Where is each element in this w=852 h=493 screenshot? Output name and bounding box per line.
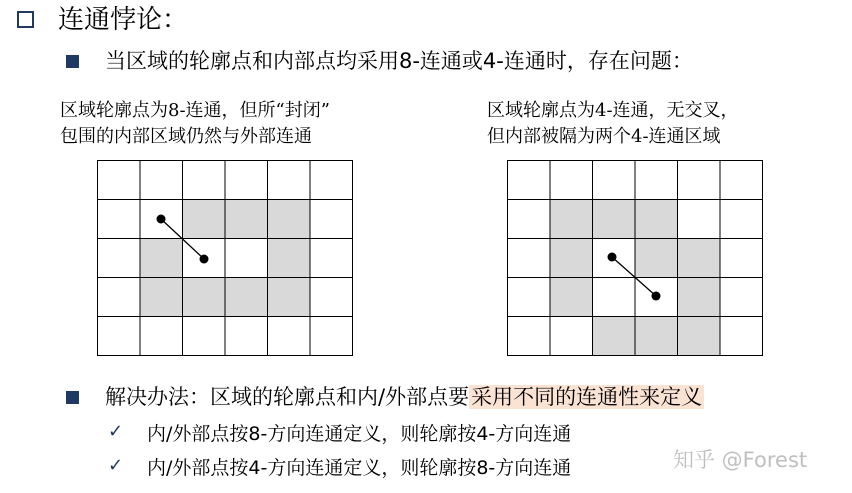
grid-cell <box>98 278 141 317</box>
grid-cell-shaded <box>550 200 593 239</box>
left-caption-line-1: 区域轮廓点为8-连通，但所“封闭” <box>60 100 330 121</box>
grid-cell <box>310 161 353 200</box>
bullet-square-icon <box>66 391 79 404</box>
grid-cell <box>508 239 551 278</box>
grid-cell-shaded <box>268 278 311 317</box>
point-2-text <box>105 383 704 411</box>
point-2-highlight: 采用不同的连通性来定义 <box>471 385 703 409</box>
grid-cell-shaded <box>183 278 226 317</box>
grid-cell <box>508 278 551 317</box>
grid-cell-shaded <box>268 239 311 278</box>
grid-cell <box>310 200 353 239</box>
left-point-b <box>200 255 209 264</box>
watermark: 知乎 @Forest <box>673 448 808 472</box>
grid-cell-shaded <box>678 278 721 317</box>
grid-cell-shaded <box>225 278 268 317</box>
grid-cell-shaded <box>140 239 183 278</box>
right-point-b <box>652 292 661 301</box>
left-grid-diagram <box>97 160 353 356</box>
grid-cell <box>508 161 551 200</box>
grid-cell-shaded <box>268 200 311 239</box>
point-1-text: 当区域的轮廓点和内部点均采用8-连通或4-连通时，存在问题： <box>105 49 693 73</box>
grid-cell <box>720 200 763 239</box>
grid-cell <box>225 317 268 356</box>
grid-cell <box>98 239 141 278</box>
grid-cell-shaded <box>635 200 678 239</box>
grid-cell <box>678 200 721 239</box>
grid-cell <box>720 239 763 278</box>
right-point-a <box>608 253 617 262</box>
grid-cell <box>508 200 551 239</box>
right-grid-diagram <box>507 160 763 356</box>
left-point-a <box>157 215 166 224</box>
grid-cell <box>720 161 763 200</box>
grid-cell-shaded <box>140 278 183 317</box>
grid-cell-shaded <box>635 317 678 356</box>
bullet-square-icon <box>66 55 79 68</box>
grid-cell <box>98 317 141 356</box>
grid-cell-shaded <box>593 200 636 239</box>
grid-cell <box>678 161 721 200</box>
sub-point-2: 内/外部点按4-方向连通定义，则轮廓按8-方向连通 <box>147 457 572 479</box>
grid-cell-shaded <box>550 239 593 278</box>
grid-cell-shaded <box>593 317 636 356</box>
grid-cell-shaded <box>678 239 721 278</box>
title-checkbox-icon <box>17 11 34 28</box>
grid-cell <box>310 278 353 317</box>
page-title: 连通悖论： <box>58 5 189 35</box>
grid-cell <box>593 161 636 200</box>
grid-cell <box>98 161 141 200</box>
point-2-prefix: 解决办法：区域的轮廓点和内/外部点要 <box>105 385 470 409</box>
grid-cell <box>268 317 311 356</box>
grid-cell <box>508 317 551 356</box>
grid-cell <box>140 317 183 356</box>
grid-cell <box>720 317 763 356</box>
grid-cell <box>550 317 593 356</box>
left-caption-line-2: 包围的内部区域仍然与外部连通 <box>60 126 312 147</box>
grid-cell-shaded <box>225 200 268 239</box>
right-caption-line-2: 但内部被隔为两个4-连通区域 <box>487 126 721 147</box>
grid-cell <box>268 161 311 200</box>
grid-cell-shaded <box>678 317 721 356</box>
grid-cell <box>225 239 268 278</box>
grid-cell <box>635 161 678 200</box>
checkmark-icon: ✓ <box>108 455 124 476</box>
grid-cell <box>225 161 268 200</box>
grid-cell-shaded <box>550 278 593 317</box>
grid-cell-shaded <box>183 200 226 239</box>
grid-cell <box>593 278 636 317</box>
grid-cell <box>140 161 183 200</box>
checkmark-icon: ✓ <box>108 421 124 442</box>
grid-cell <box>310 239 353 278</box>
sub-point-1: 内/外部点按8-方向连通定义，则轮廓按4-方向连通 <box>147 423 572 445</box>
grid-cell <box>550 161 593 200</box>
grid-cell <box>98 200 141 239</box>
grid-cell <box>183 161 226 200</box>
grid-cell <box>720 278 763 317</box>
grid-cell <box>183 317 226 356</box>
grid-cell <box>310 317 353 356</box>
right-caption-line-1: 区域轮廓点为4-连通，无交叉， <box>487 100 739 121</box>
grid-cell-shaded <box>635 239 678 278</box>
